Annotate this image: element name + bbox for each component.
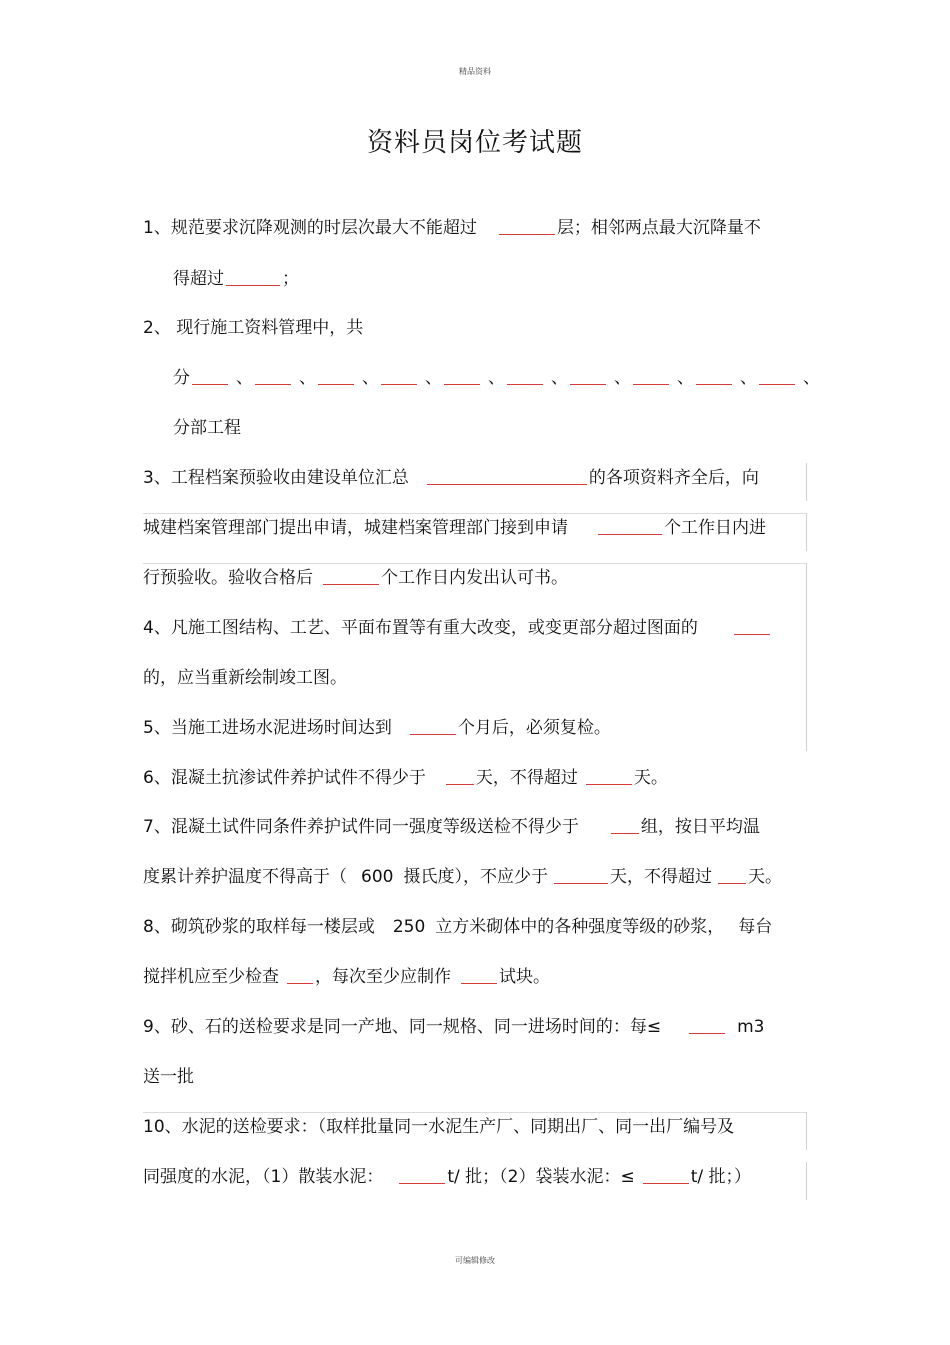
- question-3-line-1: [143, 467, 759, 489]
- question-3-line-2: [143, 517, 766, 539]
- q2-text-c: 分部工程: [173, 418, 241, 438]
- blank[interactable]: [734, 634, 770, 635]
- q10-text-d: t/ 批；）: [690, 1167, 751, 1187]
- blank[interactable]: [598, 534, 662, 535]
- q3-text-b: 的各项资料齐全后，向: [588, 468, 759, 488]
- question-7-line-1: [143, 816, 760, 838]
- question-10-line-1: [143, 1116, 734, 1138]
- table-border: [806, 463, 807, 501]
- q8-text-c: 立方米砌体中的各种强度等级的砂浆，: [435, 917, 725, 937]
- page-title: 资料员岗位考试题: [366, 128, 583, 158]
- blank[interactable]: [226, 285, 280, 286]
- q7-text-f: 天，不得超过: [609, 867, 712, 887]
- separator: 、: [740, 368, 757, 388]
- q4-text-a: 4、凡施工图结构、工艺、平面布置等有重大改变，或变更部分超过图面的: [143, 618, 698, 638]
- blank[interactable]: [689, 1033, 725, 1034]
- blank[interactable]: [696, 384, 732, 385]
- q9-text-c: 送一批: [143, 1067, 194, 1087]
- question-4-line-2: [143, 667, 347, 689]
- q3-text-a: 3、工程档案预验收由建设单位汇总: [143, 468, 409, 488]
- q8-text-b: 250: [392, 917, 426, 937]
- q8-text-f: ，每次至少应制作: [315, 967, 451, 987]
- q4-text-b: 的，应当重新绘制竣工图。: [143, 668, 347, 688]
- q7-text-g: 天。: [747, 867, 782, 887]
- q6-text-c: 天。: [633, 768, 668, 788]
- separator: 、: [488, 368, 505, 388]
- q1-text-c: 得超过: [173, 269, 224, 289]
- question-2-line-1: [143, 317, 363, 339]
- q8-text-g: 试块。: [499, 967, 550, 987]
- separator: 、: [614, 368, 631, 388]
- question-8-line-2: [143, 966, 550, 988]
- blank[interactable]: [399, 1183, 445, 1184]
- blank[interactable]: [554, 883, 608, 884]
- blank[interactable]: [643, 1183, 689, 1184]
- blank[interactable]: [323, 584, 379, 585]
- blank[interactable]: [444, 384, 480, 385]
- table-border: [806, 563, 807, 751]
- blank[interactable]: [759, 384, 795, 385]
- question-4-line-1: [143, 617, 772, 639]
- separator: 、: [551, 368, 568, 388]
- separator: 、: [236, 368, 253, 388]
- blank[interactable]: [586, 784, 632, 785]
- blank[interactable]: [446, 784, 474, 785]
- blank[interactable]: [507, 384, 543, 385]
- page-header: 精品资料: [459, 67, 491, 76]
- blank[interactable]: [410, 734, 456, 735]
- q8-text-d: 每台: [738, 917, 773, 937]
- blank[interactable]: [381, 384, 417, 385]
- separator: 、: [362, 368, 379, 388]
- question-2-line-2: [173, 367, 820, 389]
- table-border: [806, 1112, 807, 1150]
- question-6-line-1: [143, 767, 668, 789]
- blank[interactable]: [318, 384, 354, 385]
- table-border: [806, 513, 807, 551]
- separator: 、: [299, 368, 316, 388]
- blank[interactable]: [255, 384, 291, 385]
- blank[interactable]: [611, 833, 639, 834]
- q10-text-c: t/ 批；（2）袋装水泥：≤: [447, 1167, 635, 1187]
- question-1-line-1: [143, 217, 761, 239]
- blank[interactable]: [633, 384, 669, 385]
- q5-text-b: 个月后，必须复检。: [457, 718, 611, 738]
- q9-text-b: m3: [737, 1017, 765, 1037]
- q2-text-b: 分: [173, 368, 190, 388]
- q2-text-a: 2、 现行施工资料管理中，共: [143, 318, 364, 338]
- question-9-line-2: [143, 1066, 194, 1088]
- blank[interactable]: [192, 384, 228, 385]
- question-8-line-1: [143, 916, 772, 938]
- q5-text-a: 5、当施工进场水泥进场时间达到: [143, 718, 392, 738]
- blank[interactable]: [287, 983, 313, 984]
- q10-text-b: 同强度的水泥，（1）散装水泥：: [143, 1167, 384, 1187]
- separator: 、: [677, 368, 694, 388]
- question-1-line-2: [173, 268, 299, 290]
- page-footer: 可编辑修改: [455, 1256, 495, 1265]
- q1-text-d: ；: [282, 269, 299, 289]
- separator: 、: [803, 368, 820, 388]
- q1-text-a: 1、规范要求沉降观测的时层次最大不能超过: [143, 218, 477, 238]
- question-7-line-2: [143, 866, 782, 888]
- separator: 、: [425, 368, 442, 388]
- q3-text-c: 城建档案管理部门提出申请，城建档案管理部门接到申请: [143, 518, 568, 538]
- q7-text-e: 摄氏度），不应少于: [403, 867, 548, 887]
- q3-text-e: 行预验收。验收合格后: [143, 568, 313, 588]
- q7-text-b: 组，按日平均温: [640, 817, 760, 837]
- table-border: [143, 513, 807, 514]
- blank[interactable]: [499, 234, 555, 235]
- question-5-line-1: [143, 717, 611, 739]
- question-3-line-3: [143, 567, 568, 589]
- q10-text-a: 10、水泥的送检要求：（取样批量同一水泥生产厂、同期出厂、同一出厂编号及: [143, 1117, 735, 1137]
- q6-text-b: 天，不得超过: [475, 768, 578, 788]
- question-10-line-2: [143, 1166, 751, 1188]
- blank[interactable]: [427, 484, 587, 485]
- q3-text-f: 个工作日内发出认可书。: [381, 568, 568, 588]
- table-border: [143, 1112, 807, 1113]
- q8-text-a: 8、砌筑砂浆的取样每一楼层或: [143, 917, 375, 937]
- question-9-line-1: [143, 1016, 764, 1038]
- q6-text-a: 6、混凝土抗渗试件养护试件不得少于: [143, 768, 426, 788]
- blank[interactable]: [718, 883, 746, 884]
- table-border: [143, 563, 807, 564]
- blank[interactable]: [570, 384, 606, 385]
- q1-text-b: 层；相邻两点最大沉降量不: [556, 218, 761, 238]
- q7-text-a: 7、混凝土试件同条件养护试件同一强度等级送检不得少于: [143, 817, 579, 837]
- blank[interactable]: [461, 983, 497, 984]
- q7-text-c: 度累计养护温度不得高于（: [143, 867, 347, 887]
- q7-text-d: 600: [361, 867, 394, 887]
- table-border: [806, 1162, 807, 1200]
- q8-text-e: 搅拌机应至少检查: [143, 967, 279, 987]
- q3-text-d: 个工作日内进: [664, 518, 766, 538]
- q9-text-a: 9、砂、石的送检要求是同一产地、同一规格、同一进场时间的：每≤: [143, 1017, 662, 1037]
- question-2-line-3: [173, 417, 241, 439]
